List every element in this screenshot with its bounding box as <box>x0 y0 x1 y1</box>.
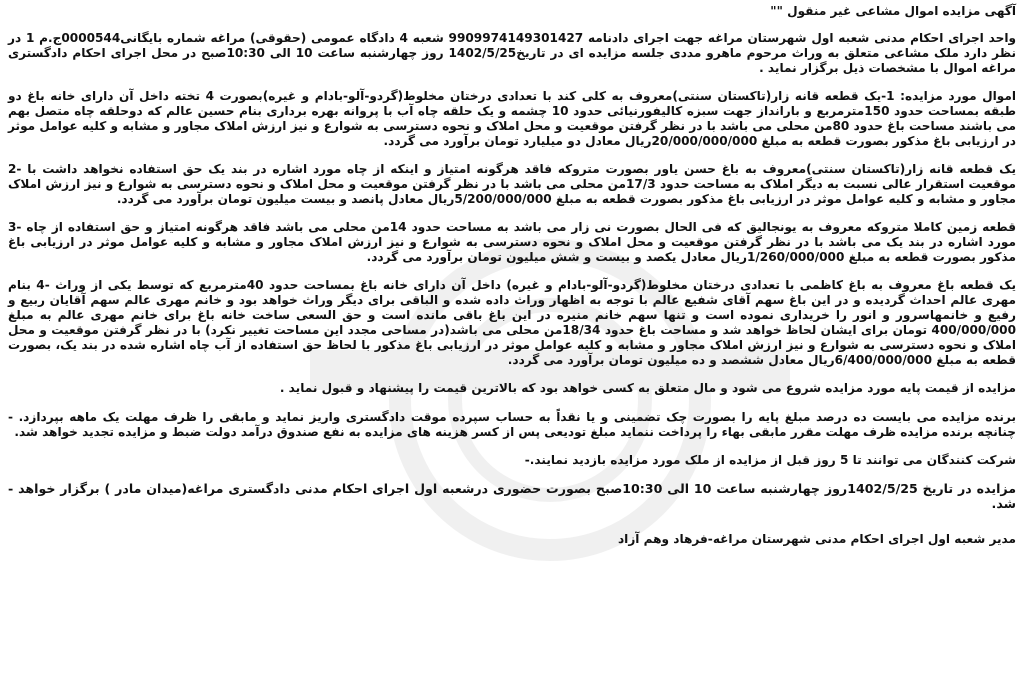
signature-line: مدیر شعبه اول اجرای احکام مدنی شهرستان مراغه-فرهاد وهم آزاد <box>617 532 1016 546</box>
intro-paragraph: واحد اجرای احکام مدنی شعبه اول شهرستان مراغه جهت اجرای دادنامه 9909974149301427 شعبه 4 دادگاه عمومی (حقوقی) مراغه شماره بایگانی0000544ج.م 1 در نظر دارد ملک مشاعی متعلق به وراث مرحوم ماهرو مددی جلسه مزایده ای در تاریخ1402/5/25 روز چهارشنبه ساعت 10 الی 10:30صبح در محل اجرای احکام دادگستری مراغه اموال با مشخصات ذیل برگزار نماید . <box>8 31 1017 75</box>
property-item-2: یک قطعه قانه زار(تاکستان سنتی)معروف به باغ حسن یاور بصورت متروکه فاقد هرگونه امتیاز و اینکه از چاه مورد اشاره در بند یک حق استفاده نخواهد داشت با -2 موقعیت استقرار عالی نسبت به دیگر املاک به مساحت حدود 17/3من محلی می باشد با در نظر گرفتن موقعیت و محل املاک و نحوه دسترسی به شوارع و نیز ارزش املاک مجاور و مشابه و کلیه عوامل موثر در ارزیابی باغ مذکور بصورت قطعه به مبلغ 5/200/000/000ریال معادل پانصد و بیست میلیون تومان برآورد می گردد. <box>8 162 1016 206</box>
visit-clause: شرکت کنندگان می توانند تا 5 روز قبل از مزایده از ملک مورد مزایده بازدید نمایند.- <box>524 453 1016 467</box>
winner-terms-clause: برنده مزایده می بایست ده درصد مبلغ پایه را بصورت چک تضمینی و یا نقداً به حساب سپرده موقت دادگستری واریز نماید و مابقی را ظرف مهلت یک ماهه بپردازد. - چنانچه برنده مزایده ظرف مهلت مقرر مابقی بهاء را پرداخت ننماید مبلغ تودیعی پس از کسر هزینه های مزایده به نفع صندوق درآمد دولت ضبط و مزایده تجدید خواهد شد. <box>8 410 1016 439</box>
property-item-1: اموال مورد مزایده: 1-یک قطعه قانه زار(تاکستان سنتی)معروف به کلی کند با تعدادی درختان مخلوط(گردو-آلو-بادام و غیره)بصورت 4 تخته داخل آن دارای خانه باغ دو طبقه بمساحت حدود 150مترمربع و بارانداز جهت سبزه کالیفورنیائی حدود 10 چشمه و یک حلقه چاه آب با پروانه بهره برداری بنام حسین عالم که دوحلقه چاه متصل بهم می باشند مساحت باغ حدود 80من محلی می باشد با در نظر گرفتن موقعیت و محل املاک و نحوه دسترسی به شوارع و نیز ارزش املاک مجاور و مشابه و کلیه عوامل موثر در ارزیابی باغ مذکور بصورت قطعه به مبلغ 20/000/000/000ریال معادل دو میلیارد تومان برآورد می گردد. <box>8 89 1017 148</box>
property-item-4: یک قطعه باغ معروف به باغ کاظمی با تعدادی درختان مخلوط(گردو-آلو-بادام و غیره) داخل آن دارای خانه باغ بمساحت حدود 40مترمربع که توسط یکی از وراث -4 بنام مهری عالم احداث گردیده و در این باغ سهم آقای شفیع عالم با توجه به اظهار وراث داده شده و الباقی برای دیگر وراث خواهد بود و خانم مهری عالم سهم آقایان ربیع و رفیع و خانمهاسرور و انور را خریداری نموده است و تنها سهم خانم منیره در این باغ باقی مانده است و حق السعی ساخت خانه باغ برای خانم مهری عالم به مبلغ 400/000/000 تومان برای ایشان لحاظ خواهد شد و مساحت باغ حدود 18/34من محلی می باشد(در مساحی مجدد این مساحت تغییر نکرد) با در نظر گرفتن موقعیت و محل املاک و نحوه دسترسی به شوارع و نیز ارزش املاک مجاور و مشابه و کلیه عوامل موثر در ارزیابی باغ مذکور با لحاظ حق استفاده از آب چاه اشاره شده در بند یک، بصورت قطعه به مبلغ 6/400/000/000ریال معادل ششصد و ده میلیون تومان برآورد می گردد. <box>8 278 1017 367</box>
property-item-3: قطعه زمین کاملا متروکه معروف به یونجالیق که فی الحال بصورت نی زار می باشد به مساحت حدود 14من محلی می باشد فاقد هرگونه امتیاز و حق استفاده از چاه -3 مورد اشاره در بند یک می باشد با در نظر گرفتن موقعیت و محل املاک و نحوه دسترسی به شوارع و نیز ارزش املاک مجاور و مشابه و کلیه عوامل موثر در ارزیابی باغ مذکور بصورت قطعه به مبلغ 1/260/000/000ریال معادل یکصد و بیست و شش میلیون تومان برآورد می گردد. <box>8 220 1017 264</box>
auction-notice <box>8 4 1016 547</box>
notice-title: آگهی مزایده اموال مشاعی غیر منقول "" <box>770 4 1016 18</box>
base-price-clause: مزایده از قیمت پایه مورد مزایده شروع می شود و مال متعلق به کسی خواهد بود که بالاترین قیمت را پیشنهاد و قبول نماید . <box>279 381 1016 395</box>
session-announcement: مزایده در تاریخ 1402/5/25روز چهارشنبه ساعت 10 الی 10:30صبح بصورت حضوری درشعبه اول اجرای احکام مدنی دادگستری مراغه(میدان مادر ) برگزار خواهد - شد. <box>8 481 1017 511</box>
